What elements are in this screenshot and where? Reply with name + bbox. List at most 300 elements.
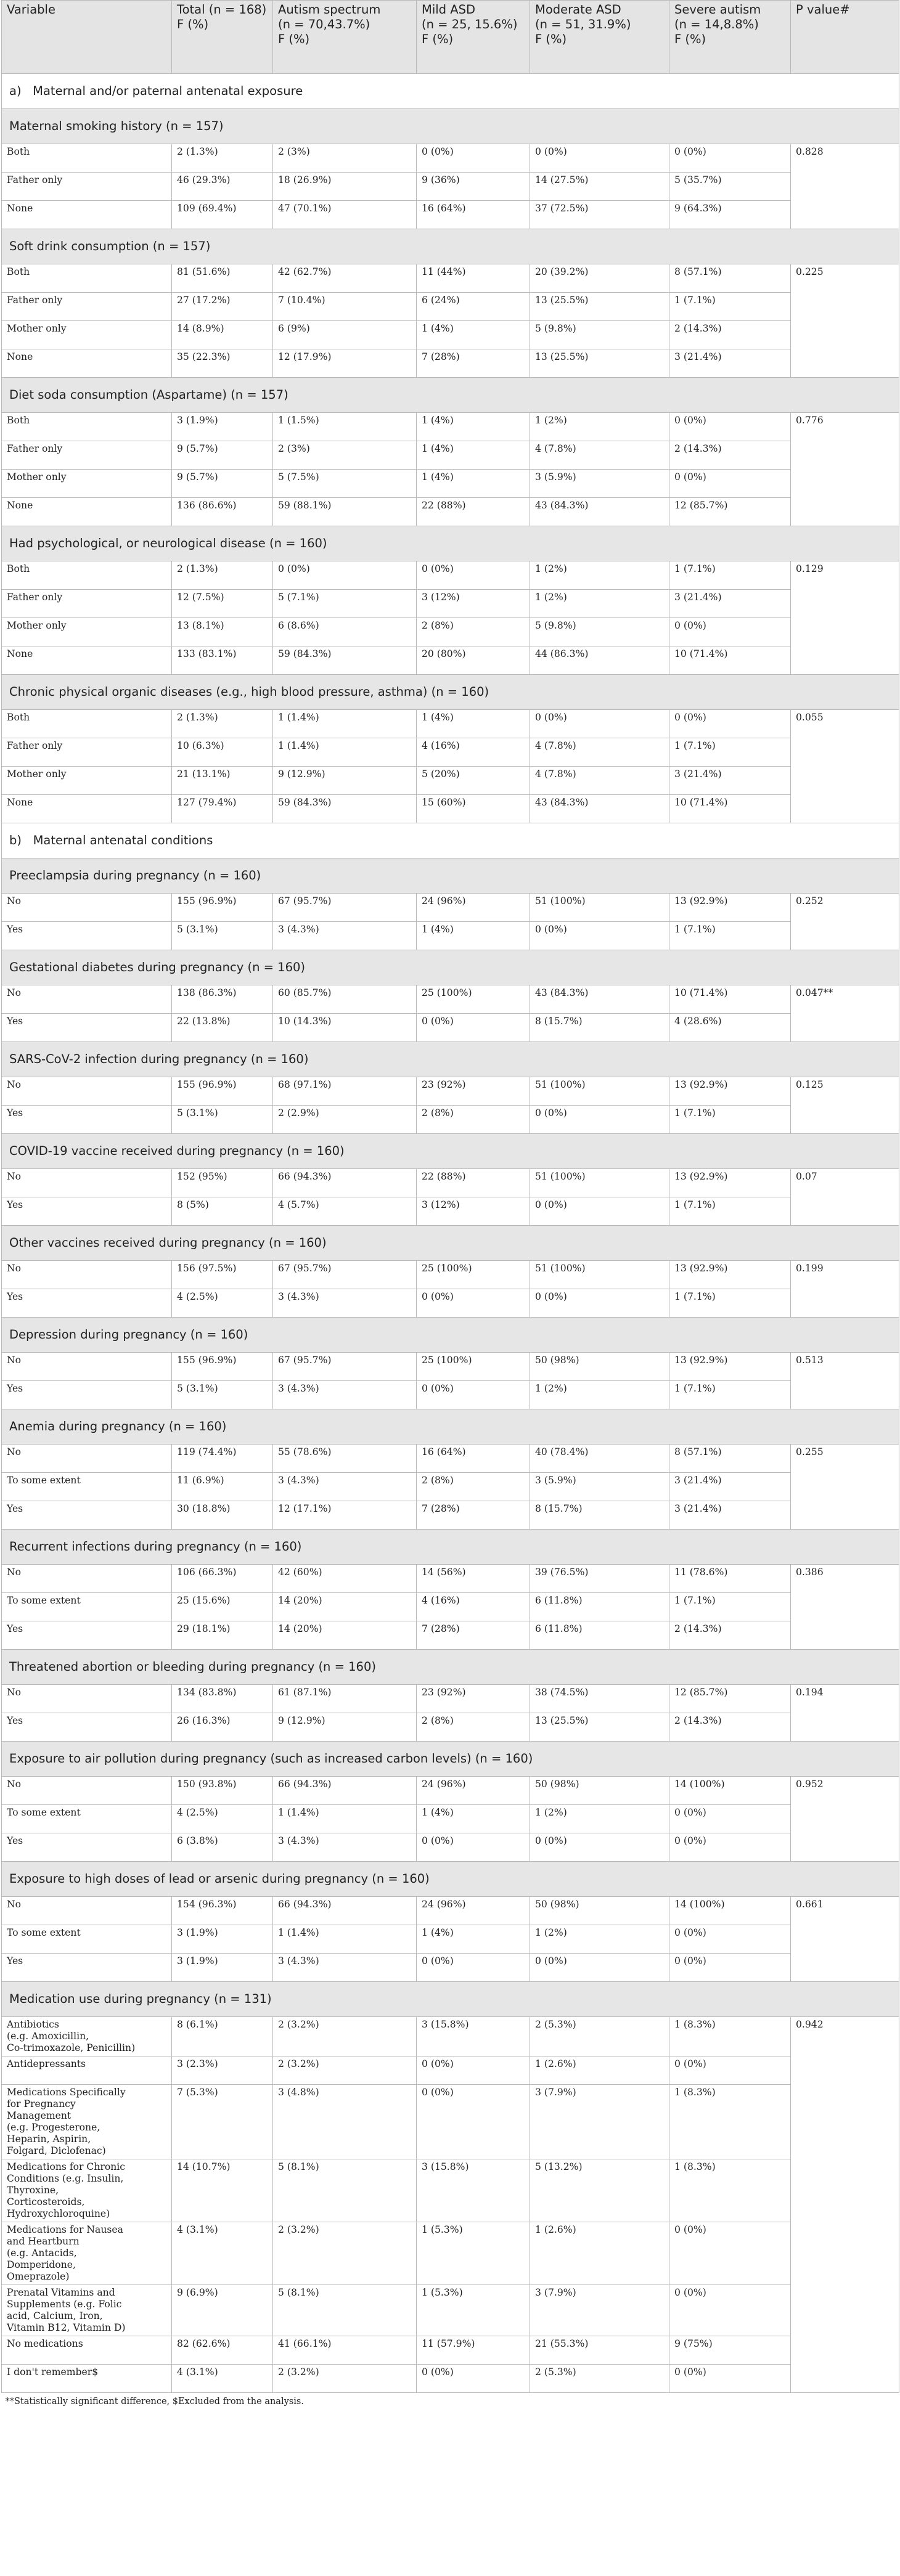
row-label-line: Hydroxychloroquine) [7,2208,110,2220]
total-value: 26 (16.3%) [172,1713,273,1742]
table-row [2,1197,899,1226]
severe-autism-value: 10 (71.4%) [669,646,791,675]
variable-group-row [2,1530,899,1565]
table-row [2,985,899,1014]
column-header [273,1,417,74]
row-label: Yes [2,1833,172,1862]
column-header [172,1,273,74]
table-row [2,1621,899,1650]
severe-autism-value: 3 (21.4%) [669,349,791,378]
table-row [2,922,899,950]
row-label-line: (e.g. Antacids, [7,2248,77,2259]
mild-asd-value: 7 (28%) [417,1501,530,1530]
column-header-text: (n = 70,43.7%) [278,17,370,31]
variable-group-row [2,1318,899,1353]
severe-autism-value: 10 (71.4%) [669,795,791,823]
mild-asd-value: 23 (92%) [417,1077,530,1106]
total-value: 8 (6.1%) [172,2017,273,2056]
severe-autism-value: 1 (7.1%) [669,1106,791,1134]
table-row [2,1777,899,1805]
column-header [2,1,172,74]
variable-heading: Soft drink consumption (n = 157) [2,229,899,264]
autism-spectrum-value: 14 (20%) [273,1621,417,1650]
column-header-text: Mild ASD [422,2,475,17]
severe-autism-value: 13 (92.9%) [669,894,791,922]
table-row [2,1685,899,1713]
moderate-asd-value: 43 (84.3%) [530,985,669,1014]
moderate-asd-value: 5 (13.2%) [530,2159,669,2222]
severe-autism-value: 10 (71.4%) [669,985,791,1014]
moderate-asd-value: 50 (98%) [530,1897,669,1925]
column-header-text: (n = 51, 31.9%) [535,17,631,31]
p-value: 0.194 [791,1685,899,1742]
table-row [2,2159,899,2222]
severe-autism-value: 2 (14.3%) [669,1713,791,1742]
total-value: 154 (96.3%) [172,1897,273,1925]
table-row [2,264,899,293]
autism-spectrum-value: 47 (70.1%) [273,201,417,229]
autism-spectrum-value: 2 (3%) [273,144,417,173]
severe-autism-value: 9 (75%) [669,2336,791,2365]
row-label: Both [2,144,172,173]
column-header-text: P value# [796,2,850,17]
autism-spectrum-value: 67 (95.7%) [273,894,417,922]
autism-spectrum-value: 3 (4.3%) [273,1289,417,1318]
row-label: Both [2,561,172,590]
row-label: No [2,1261,172,1289]
table-row [2,413,899,441]
table-row [2,1106,899,1134]
variable-heading: Anemia during pregnancy (n = 160) [2,1409,899,1445]
table-row [2,293,899,321]
variable-heading: Gestational diabetes during pregnancy (n = 160) [2,950,899,985]
column-header-text: F (%) [422,31,454,46]
autism-spectrum-value: 3 (4.3%) [273,1381,417,1409]
mild-asd-value: 2 (8%) [417,1713,530,1742]
p-value: 0.776 [791,413,899,526]
autism-spectrum-value: 18 (26.9%) [273,173,417,201]
severe-autism-value: 0 (0%) [669,2365,791,2393]
row-label-line: Medications Specifically [7,2087,126,2098]
autism-spectrum-value: 5 (8.1%) [273,2159,417,2222]
severe-autism-value: 1 (7.1%) [669,738,791,767]
severe-autism-value: 0 (0%) [669,144,791,173]
severe-autism-value: 1 (8.3%) [669,2085,791,2159]
column-header-text: Autism spectrum [278,2,381,17]
row-label [2,2159,172,2222]
severe-autism-value: 12 (85.7%) [669,498,791,526]
mild-asd-value: 3 (15.8%) [417,2159,530,2222]
row-label: Yes [2,1713,172,1742]
moderate-asd-value: 0 (0%) [530,922,669,950]
column-header-text: F (%) [674,31,706,46]
severe-autism-value: 0 (0%) [669,2222,791,2285]
mild-asd-value: 1 (5.3%) [417,2285,530,2336]
mild-asd-value: 4 (16%) [417,738,530,767]
table-row [2,2017,899,2056]
severe-autism-value: 13 (92.9%) [669,1261,791,1289]
severe-autism-value: 2 (14.3%) [669,1621,791,1650]
row-label: Yes [2,1621,172,1650]
variable-heading: Other vaccines received during pregnancy (n = 160) [2,1226,899,1261]
total-value: 3 (1.9%) [172,1954,273,1982]
variable-group-row [2,109,899,144]
column-header-text: F (%) [177,17,209,31]
total-value: 27 (17.2%) [172,293,273,321]
total-value: 5 (3.1%) [172,1106,273,1134]
autism-spectrum-value: 5 (8.1%) [273,2285,417,2336]
row-label: Both [2,413,172,441]
row-label: Mother only [2,470,172,498]
table-row [2,470,899,498]
autism-spectrum-value: 2 (3.2%) [273,2056,417,2085]
table-row [2,2222,899,2285]
row-label: No [2,894,172,922]
severe-autism-value: 0 (0%) [669,470,791,498]
total-value: 152 (95%) [172,1169,273,1197]
total-value: 138 (86.3%) [172,985,273,1014]
column-header-text: Moderate ASD [535,2,621,17]
severe-autism-value: 9 (64.3%) [669,201,791,229]
row-label: Yes [2,1014,172,1042]
table-row [2,1501,899,1530]
table-row [2,1954,899,1982]
autism-spectrum-value: 67 (95.7%) [273,1353,417,1381]
autism-spectrum-value: 12 (17.1%) [273,1501,417,1530]
row-label: No [2,1685,172,1713]
moderate-asd-value: 2 (5.3%) [530,2017,669,2056]
row-label: To some extent [2,1805,172,1833]
mild-asd-value: 5 (20%) [417,767,530,795]
table-row [2,173,899,201]
total-value: 82 (62.6%) [172,2336,273,2365]
autism-spectrum-value: 3 (4.3%) [273,922,417,950]
severe-autism-value: 0 (0%) [669,618,791,646]
variable-heading: Exposure to high doses of lead or arsenic during pregnancy (n = 160) [2,1862,899,1897]
variable-group-row [2,1134,899,1169]
total-value: 12 (7.5%) [172,590,273,618]
autism-spectrum-value: 9 (12.9%) [273,767,417,795]
column-header [669,1,791,74]
row-label: No medications [2,2336,172,2365]
mild-asd-value: 24 (96%) [417,1777,530,1805]
severe-autism-value: 0 (0%) [669,1805,791,1833]
total-value: 25 (15.6%) [172,1593,273,1621]
severe-autism-value: 8 (57.1%) [669,1445,791,1473]
moderate-asd-value: 4 (7.8%) [530,441,669,470]
severe-autism-value: 4 (28.6%) [669,1014,791,1042]
severe-autism-value: 14 (100%) [669,1897,791,1925]
table-row [2,349,899,378]
row-label-line: Domperidone, [7,2259,76,2271]
mild-asd-value: 6 (24%) [417,293,530,321]
severe-autism-value: 0 (0%) [669,2056,791,2085]
p-value: 0.055 [791,710,899,823]
severe-autism-value: 2 (14.3%) [669,321,791,349]
column-header-text: Variable [7,2,55,17]
total-value: 30 (18.8%) [172,1501,273,1530]
row-label-line: Prenatal Vitamins and [7,2287,115,2299]
severe-autism-value: 5 (35.7%) [669,173,791,201]
variable-heading: Recurrent infections during pregnancy (n = 160) [2,1530,899,1565]
severe-autism-value: 1 (7.1%) [669,293,791,321]
variable-group-row [2,1982,899,2017]
mild-asd-value: 2 (8%) [417,618,530,646]
row-label-line: Medications for Chronic [7,2161,125,2173]
autism-spectrum-value: 66 (94.3%) [273,1777,417,1805]
moderate-asd-value: 21 (55.3%) [530,2336,669,2365]
variable-group-row [2,1862,899,1897]
total-value: 14 (8.9%) [172,321,273,349]
total-value: 155 (96.9%) [172,894,273,922]
total-value: 127 (79.4%) [172,795,273,823]
mild-asd-value: 1 (4%) [417,1925,530,1954]
mild-asd-value: 16 (64%) [417,1445,530,1473]
autism-spectrum-value: 3 (4.3%) [273,1954,417,1982]
table-row [2,1473,899,1501]
moderate-asd-value: 1 (2.6%) [530,2056,669,2085]
table-row [2,1381,899,1409]
row-label: No [2,1777,172,1805]
moderate-asd-value: 20 (39.2%) [530,264,669,293]
row-label [2,2017,172,2056]
severe-autism-value: 1 (8.3%) [669,2159,791,2222]
row-label: No [2,985,172,1014]
variable-heading: Threatened abortion or bleeding during pregnancy (n = 160) [2,1650,899,1685]
moderate-asd-value: 5 (9.8%) [530,618,669,646]
row-label-line: Thyroxine, [7,2185,59,2196]
table-row [2,441,899,470]
moderate-asd-value: 3 (7.9%) [530,2285,669,2336]
variable-group-row [2,1226,899,1261]
table-footnote: **Statistically significant difference, $Excluded from the analysis. [5,2397,304,2407]
mild-asd-value: 1 (4%) [417,413,530,441]
mild-asd-value: 9 (36%) [417,173,530,201]
mild-asd-value: 16 (64%) [417,201,530,229]
row-label-line: for Pregnancy [7,2098,76,2110]
column-header-text: F (%) [535,31,567,46]
row-label-line: Vitamin B12, Vitamin D) [7,2322,126,2334]
autism-spectrum-value: 66 (94.3%) [273,1897,417,1925]
autism-spectrum-value: 68 (97.1%) [273,1077,417,1106]
mild-asd-value: 11 (57.9%) [417,2336,530,2365]
p-value: 0.199 [791,1261,899,1318]
moderate-asd-value: 0 (0%) [530,1833,669,1862]
row-label: Yes [2,1381,172,1409]
row-label-line: Omeprazole) [7,2271,70,2283]
row-label: Mother only [2,321,172,349]
total-value: 22 (13.8%) [172,1014,273,1042]
total-value: 106 (66.3%) [172,1565,273,1593]
moderate-asd-value: 3 (7.9%) [530,2085,669,2159]
mild-asd-value: 22 (88%) [417,498,530,526]
moderate-asd-value: 1 (2%) [530,1381,669,1409]
total-value: 136 (86.6%) [172,498,273,526]
table-row [2,1565,899,1593]
mild-asd-value: 7 (28%) [417,1621,530,1650]
row-label: No [2,1077,172,1106]
total-value: 155 (96.9%) [172,1353,273,1381]
p-value: 0.513 [791,1353,899,1409]
row-label-line: (e.g. Progesterone, [7,2122,100,2134]
moderate-asd-value: 8 (15.7%) [530,1014,669,1042]
mild-asd-value: 4 (16%) [417,1593,530,1621]
mild-asd-value: 1 (4%) [417,710,530,738]
autism-spectrum-value: 5 (7.1%) [273,590,417,618]
row-label: Yes [2,1106,172,1134]
moderate-asd-value: 0 (0%) [530,1197,669,1226]
autism-spectrum-value: 2 (3%) [273,441,417,470]
row-label-line: Medications for Nausea [7,2224,123,2236]
variable-group-row [2,1742,899,1777]
variable-group-row [2,1409,899,1445]
total-value: 133 (83.1%) [172,646,273,675]
autism-spectrum-value: 66 (94.3%) [273,1169,417,1197]
p-value: 0.828 [791,144,899,229]
p-value: 0.125 [791,1077,899,1134]
p-value: 0.661 [791,1897,899,1982]
total-value: 2 (1.3%) [172,710,273,738]
section-heading-row [2,823,899,858]
table-row [2,1169,899,1197]
table-row [2,2365,899,2393]
moderate-asd-value: 5 (9.8%) [530,321,669,349]
row-label [2,2085,172,2159]
total-value: 8 (5%) [172,1197,273,1226]
total-value: 4 (3.1%) [172,2222,273,2285]
p-value: 0.225 [791,264,899,378]
total-value: 5 (3.1%) [172,922,273,950]
moderate-asd-value: 8 (15.7%) [530,1501,669,1530]
row-label-line: Folgard, Diclofenac) [7,2145,106,2157]
variable-heading: Maternal smoking history (n = 157) [2,109,899,144]
variable-group-row [2,950,899,985]
mild-asd-value: 1 (4%) [417,321,530,349]
mild-asd-value: 0 (0%) [417,1381,530,1409]
variable-heading: SARS-CoV-2 infection during pregnancy (n = 160) [2,1042,899,1077]
mild-asd-value: 2 (8%) [417,1106,530,1134]
row-label-line: Management [7,2110,72,2122]
row-label: Both [2,264,172,293]
moderate-asd-value: 39 (76.5%) [530,1565,669,1593]
severe-autism-value: 0 (0%) [669,413,791,441]
table-row [2,710,899,738]
mild-asd-value: 15 (60%) [417,795,530,823]
table-row [2,561,899,590]
total-value: 35 (22.3%) [172,349,273,378]
table-row [2,321,899,349]
severe-autism-value: 3 (21.4%) [669,1501,791,1530]
mild-asd-value: 1 (5.3%) [417,2222,530,2285]
mild-asd-value: 25 (100%) [417,1353,530,1381]
table-row [2,2056,899,2085]
moderate-asd-value: 51 (100%) [530,1077,669,1106]
moderate-asd-value: 2 (5.3%) [530,2365,669,2393]
total-value: 156 (97.5%) [172,1261,273,1289]
row-label: None [2,349,172,378]
mild-asd-value: 7 (28%) [417,349,530,378]
variable-heading: Exposure to air pollution during pregnancy (such as increased carbon levels) (n = 160) [2,1742,899,1777]
severe-autism-value: 1 (7.1%) [669,922,791,950]
total-value: 9 (6.9%) [172,2285,273,2336]
row-label: No [2,1169,172,1197]
moderate-asd-value: 1 (2.6%) [530,2222,669,2285]
total-value: 81 (51.6%) [172,264,273,293]
severe-autism-value: 0 (0%) [669,1833,791,1862]
p-value: 0.386 [791,1565,899,1650]
moderate-asd-value: 43 (84.3%) [530,795,669,823]
p-value: 0.07 [791,1169,899,1226]
autism-spectrum-value: 6 (9%) [273,321,417,349]
autism-spectrum-value: 59 (88.1%) [273,498,417,526]
row-label: Father only [2,293,172,321]
severe-autism-value: 0 (0%) [669,710,791,738]
mild-asd-value: 24 (96%) [417,1897,530,1925]
moderate-asd-value: 51 (100%) [530,894,669,922]
total-value: 46 (29.3%) [172,173,273,201]
mild-asd-value: 23 (92%) [417,1685,530,1713]
mild-asd-value: 0 (0%) [417,2056,530,2085]
variable-heading: Diet soda consumption (Aspartame) (n = 157) [2,378,899,413]
column-header [530,1,669,74]
variable-heading: Medication use during pregnancy (n = 131) [2,1982,899,2017]
row-label-line: acid, Calcium, Iron, [7,2310,103,2322]
table-row [2,1353,899,1381]
table-row [2,1445,899,1473]
severe-autism-value: 1 (7.1%) [669,1289,791,1318]
total-value: 3 (2.3%) [172,2056,273,2085]
total-value: 14 (10.7%) [172,2159,273,2222]
autism-spectrum-value: 1 (1.4%) [273,738,417,767]
row-label [2,2285,172,2336]
p-value: 0.942 [791,2017,899,2393]
total-value: 9 (5.7%) [172,470,273,498]
severe-autism-value: 1 (7.1%) [669,1197,791,1226]
row-label: None [2,646,172,675]
mild-asd-value: 1 (4%) [417,1805,530,1833]
severe-autism-value: 3 (21.4%) [669,590,791,618]
mild-asd-value: 0 (0%) [417,561,530,590]
total-value: 2 (1.3%) [172,561,273,590]
table-row [2,795,899,823]
row-label: No [2,1897,172,1925]
total-value: 119 (74.4%) [172,1445,273,1473]
row-label: I don't remember$ [2,2365,172,2393]
mild-asd-value: 2 (8%) [417,1473,530,1501]
column-header-text: F (%) [278,31,310,46]
autism-spectrum-value: 3 (4.8%) [273,2085,417,2159]
moderate-asd-value: 1 (2%) [530,590,669,618]
row-label: Yes [2,1197,172,1226]
mild-asd-value: 24 (96%) [417,894,530,922]
mild-asd-value: 1 (4%) [417,441,530,470]
total-value: 10 (6.3%) [172,738,273,767]
moderate-asd-value: 0 (0%) [530,144,669,173]
moderate-asd-value: 43 (84.3%) [530,498,669,526]
row-label: To some extent [2,1925,172,1954]
severe-autism-value: 8 (57.1%) [669,264,791,293]
table-row [2,2085,899,2159]
autism-spectrum-value: 42 (62.7%) [273,264,417,293]
moderate-asd-value: 0 (0%) [530,710,669,738]
table-row [2,498,899,526]
severe-autism-value: 1 (7.1%) [669,561,791,590]
mild-asd-value: 25 (100%) [417,1261,530,1289]
moderate-asd-value: 13 (25.5%) [530,1713,669,1742]
section-heading: b) Maternal antenatal conditions [2,823,899,858]
severe-autism-value: 3 (21.4%) [669,767,791,795]
table-row [2,201,899,229]
